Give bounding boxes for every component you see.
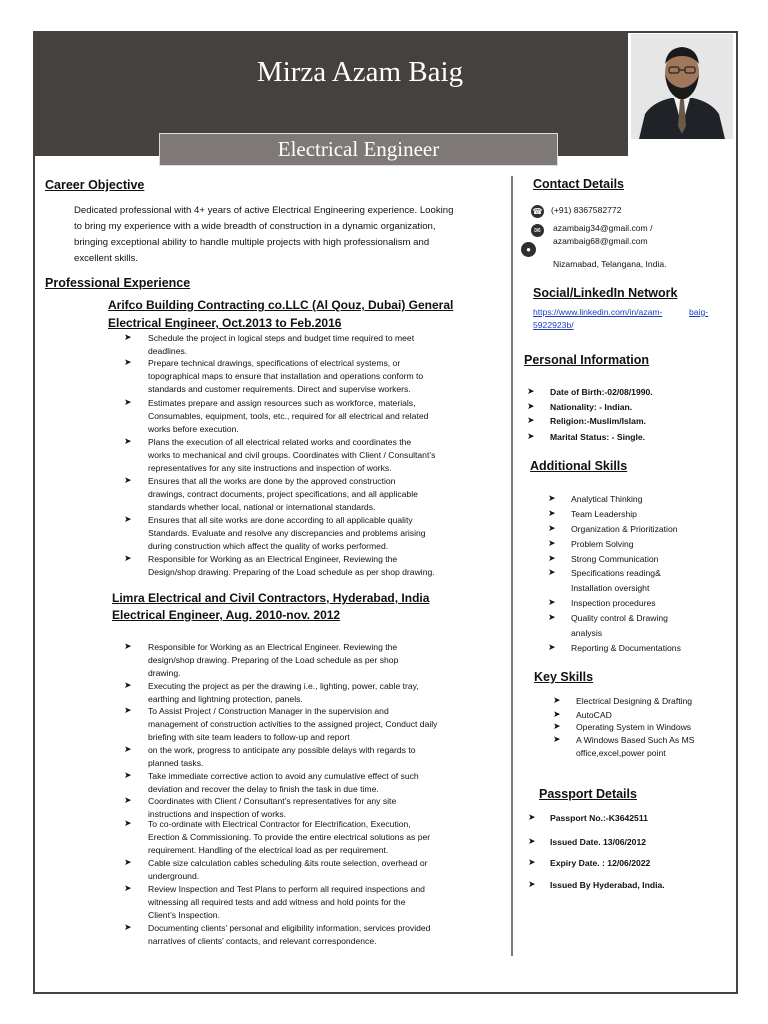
job-bullet-text: briefing with site team leaders to follow-up and report (148, 732, 350, 742)
additional-skill-item: Analytical Thinking (571, 494, 643, 504)
job-bullet-text: Executing the project as per the drawing i.e., lighting, power, cable tray, (148, 681, 419, 691)
job-bullet-text: design/shop drawing. Preparing of the Load schedule as per shop (148, 655, 399, 665)
job-bullet-text: standards whether local, national or international standards. (148, 502, 376, 512)
job-bullet-text: topographical maps to ensure that installation and operations conform to (148, 371, 424, 381)
job-bullet-text: Design/shop drawing. Preparing of the Load schedule as per shop drawing. (148, 567, 435, 577)
arrow-bullet-icon: ➤ (124, 680, 132, 690)
arrow-bullet-icon: ➤ (124, 705, 132, 715)
job-role-dates: Electrical Engineer, Aug. 2010-nov. 2012 (112, 608, 341, 622)
additional-skill-item: Strong Communication (571, 554, 659, 564)
social-heading: Social/LinkedIn Network (533, 286, 678, 300)
arrow-bullet-icon: ➤ (124, 770, 132, 780)
contact-phone: (+91) 8367582772 (551, 205, 622, 215)
passport-heading: Passport Details (539, 787, 637, 801)
job-bullet-text: To Assist Project / Construction Manager in the supervision and (148, 706, 389, 716)
job-bullet-text: Take immediate corrective action to avoid any cumulative effect of such (148, 771, 419, 781)
arrow-bullet-icon: ➤ (124, 436, 132, 446)
arrow-bullet-icon: ➤ (548, 538, 556, 548)
arrow-bullet-icon: ➤ (548, 493, 556, 503)
job-role-dates: Electrical Engineer, Oct.2013 to Feb.2016 (108, 316, 342, 330)
arrow-bullet-icon: ➤ (553, 709, 561, 719)
job-bullet-text: narratives of clients’ contacts, and relevant correspondence. (148, 936, 377, 946)
job-bullet-text: during construction which affect the quality of works performed. (148, 541, 389, 551)
arrow-bullet-icon: ➤ (548, 553, 556, 563)
job-bullet-text: on the work, progress to anticipate any possible delays with regards to (148, 745, 416, 755)
job-bullet-text: Review Inspection and Test Plans to perform all required inspections and (148, 884, 425, 894)
career-objective-line: bringing exceptional ability to handle multiple projects with high professionalism and (74, 237, 430, 248)
additional-skill-item: Team Leadership (571, 509, 637, 519)
additional-skill-item: Installation oversight (571, 583, 650, 593)
arrow-bullet-icon: ➤ (124, 744, 132, 754)
job-bullet-text: standards and customer requirements. Direct and supervise workers. (148, 384, 411, 394)
job-bullet-text: works before execution. (148, 424, 239, 434)
job-bullet-text: representatives for any site instructions and inspection of works. (148, 463, 392, 473)
arrow-bullet-icon: ➤ (553, 721, 561, 731)
job-bullet-text: Responsible for Working as an Electrical Engineer, Reviewing the (148, 554, 398, 564)
arrow-bullet-icon: ➤ (124, 397, 132, 407)
additional-skill-item: Problem Solving (571, 539, 634, 549)
arrow-bullet-icon: ➤ (124, 553, 132, 563)
career-objective-line: Dedicated professional with 4+ years of active Electrical Engineering experience. Looking (74, 205, 454, 216)
arrow-bullet-icon: ➤ (528, 879, 536, 889)
profile-photo (631, 34, 733, 139)
location-pin-icon: ● (521, 242, 536, 257)
linkedin-link[interactable]: https://www.linkedin.com/in/azam- (533, 307, 663, 317)
profile-photo-illustration (631, 34, 733, 139)
job-bullet-text: Cable size calculation cables scheduling &its route selection, overhead or (148, 858, 428, 868)
job-bullet-text: deviation and recover the delay to finish the task in due time. (148, 784, 379, 794)
job-bullet-text: Client’s Inspection. (148, 910, 220, 920)
key-skill-item: AutoCAD (576, 710, 612, 720)
contact-heading: Contact Details (533, 177, 624, 191)
arrow-bullet-icon: ➤ (527, 415, 535, 425)
job-bullet-text: underground. (148, 871, 200, 881)
arrow-bullet-icon: ➤ (124, 357, 132, 367)
arrow-bullet-icon: ➤ (528, 812, 536, 822)
job-bullet-text: drawings, contract documents, project specifications, and all applicable (148, 489, 418, 499)
job-bullet-text: deadlines. (148, 346, 188, 356)
passport-item: Issued Date. 13/06/2012 (550, 837, 647, 847)
career-objective-line: excellent skills. (74, 253, 138, 264)
job-bullet-text: Estimates prepare and assign resources such as workforce, materials, (148, 398, 416, 408)
arrow-bullet-icon: ➤ (124, 641, 132, 651)
arrow-bullet-icon: ➤ (528, 836, 536, 846)
arrow-bullet-icon: ➤ (548, 523, 556, 533)
additional-skill-item: Organization & Prioritization (571, 524, 678, 534)
arrow-bullet-icon: ➤ (124, 795, 132, 805)
job-bullet-text: Ensures that all site works are done according to all applicable quality (148, 515, 413, 525)
additional-skill-item: Quality control & Drawing (571, 613, 668, 623)
job-bullet-text: To co-ordinate with Electrical Contractor for Electrification, Execution, (148, 819, 411, 829)
arrow-bullet-icon: ➤ (124, 514, 132, 524)
arrow-bullet-icon: ➤ (124, 332, 132, 342)
job-bullet-text: witnessing all required tests and add witness and hold points for the (148, 897, 406, 907)
arrow-bullet-icon: ➤ (124, 818, 132, 828)
job-company: Limra Electrical and Civil Contractors, Hyderabad, India (112, 591, 430, 605)
job-bullet-text: planned tasks. (148, 758, 204, 768)
job-company: Arifco Building Contracting co.LLC (Al Qouz, Dubai) General (108, 298, 454, 312)
arrow-bullet-icon: ➤ (124, 857, 132, 867)
career-objective-line: to bring my experience with a wide breadth of construction in a dynamic organization, (74, 221, 436, 232)
contact-email: azambaig68@gmail.com (553, 236, 648, 246)
job-bullet-text: Erection & Commissioning. To provide the entire electrical solutions as per (148, 832, 431, 842)
personal-heading: Personal Information (524, 353, 650, 367)
job-bullet-text: Plans the execution of all electrical related works and coordinates the (148, 437, 412, 447)
email-icon: ✉ (531, 224, 544, 237)
additional-skill-item: Reporting & Documentations (571, 643, 681, 653)
job-bullet-text: Consumables, equipment, tools, etc., required for all electrical and related (148, 411, 429, 421)
job-bullet-text: Prepare technical drawings, specifications of electrical systems, or (148, 358, 401, 368)
job-bullet-text: earthing and lightning protection, panels. (148, 694, 303, 704)
job-bullet-text: Standards. Evaluate and resolve any discrepancies and problems arising (148, 528, 426, 538)
key-skills-heading: Key Skills (534, 670, 594, 684)
candidate-name: Mirza Azam Baig (256, 56, 464, 88)
arrow-bullet-icon: ➤ (548, 642, 556, 652)
arrow-bullet-icon: ➤ (548, 597, 556, 607)
job-bullet-text: works to mechanical and civil groups. Coordinates with Client / Consultant’s (148, 450, 436, 460)
job-bullet-text: Coordinates with Client / Consultant’s representatives for any site (148, 796, 397, 806)
arrow-bullet-icon: ➤ (527, 386, 535, 396)
additional-skill-item: Specifications reading& (571, 568, 661, 578)
job-bullet-text: instructions and inspection of works. (148, 809, 287, 819)
key-skill-item: A Windows Based Such As MS (576, 735, 695, 745)
key-skill-item: Operating System in Windows (576, 722, 692, 732)
additional-skill-item: analysis (571, 628, 603, 638)
column-divider (511, 176, 513, 956)
career-objective-heading: Career Objective (45, 178, 145, 192)
linkedin-link[interactable]: 5922923b/ (533, 320, 574, 330)
arrow-bullet-icon: ➤ (124, 883, 132, 893)
job-bullet-text: Schedule the project in logical steps and budget time required to meet (148, 333, 415, 343)
arrow-bullet-icon: ➤ (528, 857, 536, 867)
linkedin-link[interactable]: baig- (689, 307, 709, 317)
arrow-bullet-icon: ➤ (124, 922, 132, 932)
passport-item: Issued By Hyderabad, India. (550, 880, 665, 890)
job-bullet-text: requirement. Handling of the electrical load as per requirement. (148, 845, 389, 855)
personal-info-item: Religion:-Muslim/Islam. (550, 416, 646, 426)
arrow-bullet-icon: ➤ (548, 508, 556, 518)
job-title: Electrical Engineer (159, 133, 558, 166)
job-bullet-text: drawing. (148, 668, 181, 678)
job-bullet-text: Ensures that all the works are done by the approved construction (148, 476, 396, 486)
arrow-bullet-icon: ➤ (553, 734, 561, 744)
personal-info-item: Marital Status: - Single. (550, 432, 646, 442)
additional-skill-item: Inspection procedures (571, 598, 656, 608)
phone-icon: ☎ (532, 207, 543, 216)
arrow-bullet-icon: ➤ (548, 612, 556, 622)
arrow-bullet-icon: ➤ (124, 475, 132, 485)
job-bullet-text: management of construction activities to the assigned project, Conduct daily (148, 719, 438, 729)
arrow-bullet-icon: ➤ (553, 695, 561, 705)
passport-item: Expiry Date. : 12/06/2022 (550, 858, 651, 868)
arrow-bullet-icon: ➤ (527, 431, 535, 441)
experience-heading: Professional Experience (45, 276, 191, 290)
arrow-bullet-icon: ➤ (548, 567, 556, 577)
contact-address: Nizamabad, Telangana, India. (553, 259, 667, 269)
contact-email: azambaig34@gmail.com / (553, 223, 653, 233)
key-skill-item: office,excel,power point (576, 748, 666, 758)
passport-item: Passport No.:-K3642511 (550, 813, 648, 823)
arrow-bullet-icon: ➤ (527, 401, 535, 411)
key-skill-item: Electrical Designing & Drafting (576, 696, 693, 706)
personal-info-item: Date of Birth:-02/08/1990. (550, 387, 653, 397)
personal-info-item: Nationality: - Indian. (550, 402, 633, 412)
job-bullet-text: Responsible for Working as an Electrical Engineer. Reviewing the (148, 642, 398, 652)
additional-skills-heading: Additional Skills (530, 459, 628, 473)
job-bullet-text: Documenting clients’ personal and eligibility information, services provided (148, 923, 431, 933)
